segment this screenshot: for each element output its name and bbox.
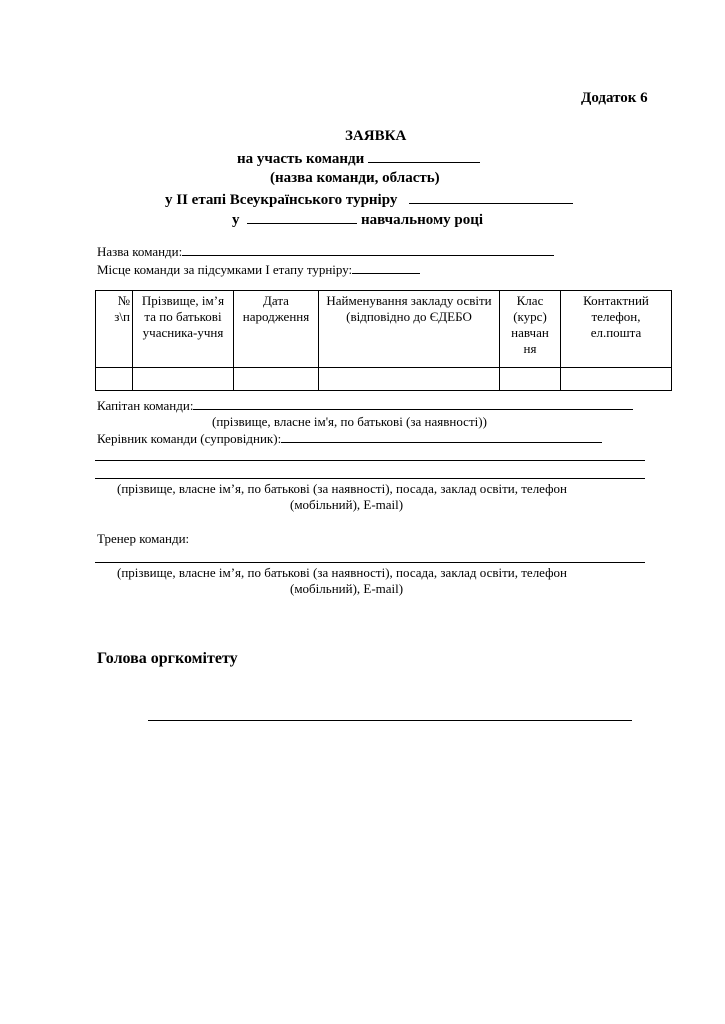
captain-field[interactable] [193, 397, 633, 410]
coach-hint-line2: (мобільний), E-mail) [290, 581, 404, 596]
coach-label: Тренер команди: [97, 531, 190, 546]
table-header-row [96, 291, 672, 368]
captain-hint: (прізвище, власне ім'я, по батькові (за наявності)) [212, 414, 487, 429]
appendix-label: Додаток 6 [581, 90, 648, 106]
team-name-blank [368, 150, 480, 163]
cell-contact[interactable] [561, 368, 672, 391]
team-place-field[interactable] [352, 261, 420, 274]
leader-line-2[interactable] [95, 460, 645, 461]
header-full-name: Прізвище, ім’я та по батькові учасника-учня [133, 291, 234, 368]
tournament-blank [409, 191, 573, 204]
title-line-year [232, 211, 483, 229]
coach-hint-line1: (прізвище, власне ім’я, по батькові (за наявності), посада, заклад освіти, телефон [117, 565, 567, 580]
header-institution: Найменування закладу освіти (відповідно до ЄДЕБО [319, 291, 500, 368]
title-stage-text: у ІІ етапі Всеукраїнського турніру [165, 192, 398, 208]
table-row [96, 368, 672, 391]
signature-label: Голова оргкомітету [97, 650, 238, 667]
title-year-suffix: навчальному році [361, 212, 484, 228]
team-place-row [97, 261, 420, 278]
header-number: № з\п [96, 291, 133, 368]
title-line-team-hint: (назва команди, область) [270, 170, 440, 186]
team-name-row [97, 243, 554, 260]
team-name-field[interactable] [182, 243, 554, 256]
cell-number[interactable] [96, 368, 133, 391]
team-name-label: Назва команди: [97, 244, 183, 259]
document-title: ЗАЯВКА [345, 128, 407, 144]
title-line-stage [165, 191, 573, 209]
leader-hint-line1: (прізвище, власне ім’я, по батькові (за наявності), посада, заклад освіти, телефон [117, 481, 567, 496]
cell-institution[interactable] [319, 368, 500, 391]
header-contact: Контактний телефон, ел.пошта [561, 291, 672, 368]
leader-label: Керівник команди (супровідник): [97, 431, 282, 446]
year-blank [247, 211, 357, 224]
captain-label: Капітан команди: [97, 398, 194, 413]
leader-hint-line2: (мобільний), E-mail) [290, 497, 404, 512]
team-place-label: Місце команди за підсумками І етапу турніру: [97, 262, 353, 277]
leader-row [97, 430, 602, 447]
captain-row [97, 397, 633, 414]
participants-table [95, 290, 672, 391]
title-year-prefix: у [232, 212, 240, 228]
title-participation-text: на участь команди [237, 151, 365, 167]
signature-line[interactable] [148, 720, 632, 721]
leader-line-3[interactable] [95, 478, 645, 479]
cell-full-name[interactable] [133, 368, 234, 391]
header-birth-date: Дата народження [234, 291, 319, 368]
cell-birth-date[interactable] [234, 368, 319, 391]
cell-grade[interactable] [500, 368, 561, 391]
leader-field[interactable] [281, 430, 602, 443]
header-grade: Клас (курс) навчан ня [500, 291, 561, 368]
title-line-participation [237, 150, 480, 168]
coach-field[interactable] [95, 562, 645, 563]
